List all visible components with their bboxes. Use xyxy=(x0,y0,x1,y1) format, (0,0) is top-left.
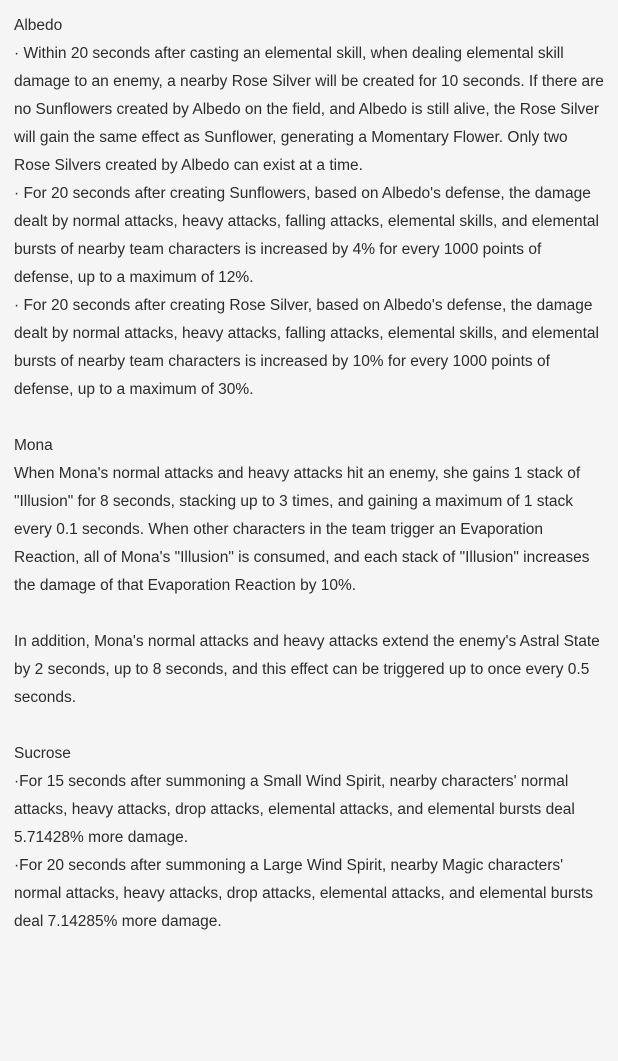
paragraph: · For 20 seconds after creating Sunflowers, based on Albedo's defense, the damage dealt by normal attacks, heavy attacks, falling attacks, elemental skills, and elemental bursts of nearby team characters is increased by 4% for every 1000 points of defense, up to a maximum of 12%. xyxy=(14,185,599,286)
paragraph: When Mona's normal attacks and heavy attacks hit an enemy, she gains 1 stack of "Illusion" for 8 seconds, stacking up to 3 times, and gaining a maximum of 1 stack every 0.1 seconds. When other characters in the team trigger an Evaporation Reaction, all of Mona's "Illusion" is consumed, and each stack of "Illusion" increases the damage of that Evaporation Reaction by 10%. xyxy=(14,465,590,594)
section-albedo xyxy=(14,12,604,404)
paragraph: · Within 20 seconds after casting an elemental skill, when dealing elemental skill damage to an enemy, a nearby Rose Silver will be created for 10 seconds. If there are no Sunflowers created by Albedo on the field, and Albedo is still alive, the Rose Silver will gain the same effect as Sunflower, generating a Momentary Flower. Only two Rose Silvers created by Albedo can exist at a time. xyxy=(14,45,604,174)
paragraph: ·For 20 seconds after summoning a Large Wind Spirit, nearby Magic characters' normal attacks, heavy attacks, drop attacks, elemental attacks, and elemental bursts deal 7.14285% more damage. xyxy=(14,857,593,930)
section-title: Albedo xyxy=(14,17,63,34)
section-divider-space xyxy=(14,404,604,432)
section-title: Sucrose xyxy=(14,745,71,762)
section-title: Mona xyxy=(14,437,53,454)
section-mona xyxy=(14,432,604,712)
section-divider-space xyxy=(14,712,604,740)
paragraph-space xyxy=(14,600,604,628)
section-sucrose xyxy=(14,740,604,936)
paragraph: In addition, Mona's normal attacks and heavy attacks extend the enemy's Astral State by 2 seconds, up to 8 seconds, and this effect can be triggered up to once every 0.5 seconds. xyxy=(14,633,600,706)
paragraph: ·For 15 seconds after summoning a Small Wind Spirit, nearby characters' normal attacks, heavy attacks, drop attacks, elemental attacks, and elemental bursts deal 5.71428% more damage. xyxy=(14,773,575,846)
paragraph: · For 20 seconds after creating Rose Silver, based on Albedo's defense, the damage dealt by normal attacks, heavy attacks, falling attacks, elemental skills, and elemental bursts of nearby team characters is increased by 10% for every 1000 points of defense, up to a maximum of 30%. xyxy=(14,297,599,398)
